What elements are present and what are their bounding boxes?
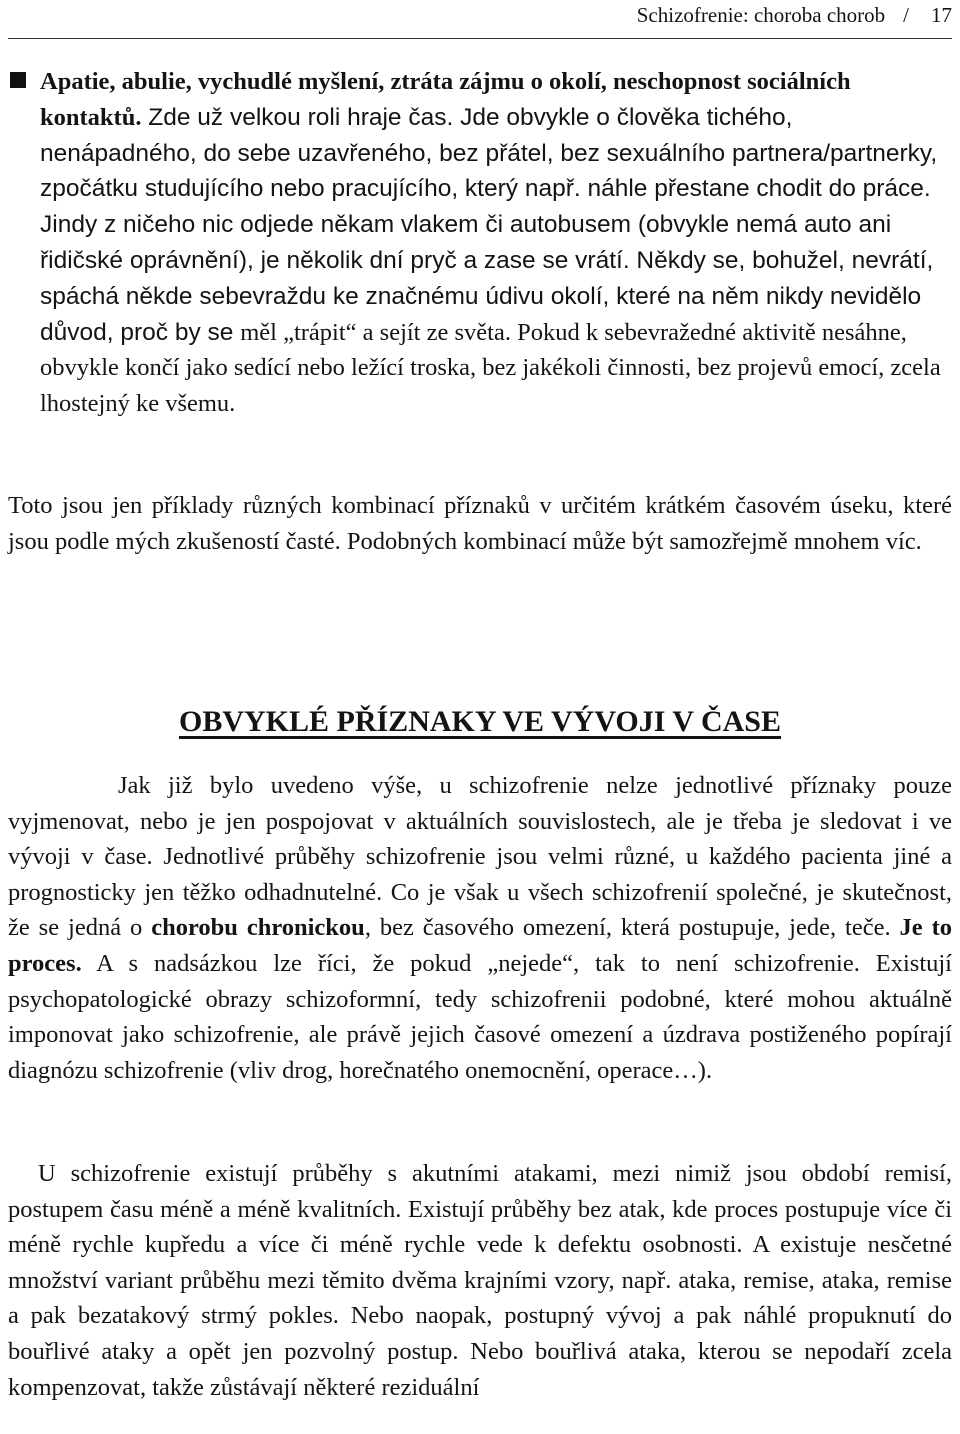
paragraph-examples: Toto jsou jen příklady různých kombinací příznaků v určitém krátkém časovém úseku, které jsou podle mých zkušeností časté. Podobných kombinací může být samozřejmě mnohem víc.: [8, 492, 952, 555]
emphasis-chronic-disease: chorobu chronickou: [151, 914, 365, 942]
paragraph-course-types: U schizofrenie existují průběhy s akutními atakami, mezi nimiž jsou období remisí, postupem času méně a méně kvalitních. Existují průběhy bez atak, kde proces postupuje více či méně rychle kupředu a více či méně rychle vede k defektu osobnosti. A existuje nesčetné množství variant průběhu mezi těmito dvěma krajními vzory, např. ataka, remise, ataka, remise a pak bezatakový strmý pokles. Nebo naopak, postupný vývoj a pak náhlé propuknutí do bouřlivé ataky a opět jen pozvolný postup. Nebo bouřlivá ataka, kterou se nepodaří zcela kompenzovat, takže zůstávají některé reziduální: [8, 1160, 952, 1401]
running-header: [637, 2, 952, 28]
bullet-body-sans: Zde už velkou roli hraje čas. Jde obvykle o člověka tichého, nenápadného, do sebe uzavřeného, bez přátel, bez sexuálního partnera/partnerky, zpočátku studujícího nebo pracujícího, který např. náhle přestane chodit do práce. Jindy z ničeho nic odjede někam vlakem či autobusem (obvykle nemá auto ani řidičské oprávnění), je několik dní pryč a zase se vrátí. Někdy se, bohužel, nevrátí, spáchá někde sebevraždu ke značnému údivu okolí, které na něm nikdy nevidělo důvod, proč by se: [40, 103, 938, 346]
paragraph-chronic: [8, 768, 952, 1088]
bullet-body-serif: měl „trápit“ a sejít ze světa. Pokud k sebevražedné aktivitě nesáhne, obvykle končí jako sedící nebo ležící troska, bez jakékoli činnosti, bez projevů emocí, zcela lhostejný ke všemu.: [40, 318, 941, 418]
section-heading: OBVYKLÉ PŘÍZNAKY VE VÝVOJI V ČASE: [178, 705, 782, 738]
square-bullet-icon: [10, 72, 26, 88]
paragraph-chronic-part1: Jak již bylo uvedeno výše, u schizofrenie nelze jednotlivé příznaky pouze vyjmenovat, nebo je jen pospojovat v aktuálních souvislostech, ale je třeba je sledovat i ve vývoji v čase. Jednotlivé průběhy schizofrenie jsou velmi různé, u každého pacienta jiné a prognosticky jen těžko odhadnutelné. Co je však u všech schizofrenií společné, je skutečnost, že se jedná o: [8, 772, 952, 942]
paragraph-chronic-part2: , bez časového omezení, která postupuje, jede, teče.: [364, 914, 891, 942]
bullet-bold-lead: Apatie, abulie, vychudlé myšlení, ztráta zájmu o okolí, neschopnost sociálních kontaktů.: [40, 68, 851, 131]
header-rule: [8, 38, 952, 39]
header-separator: /: [903, 3, 909, 27]
running-title: Schizofrenie: choroba chorob: [636, 3, 886, 27]
page-number: 17: [931, 3, 952, 27]
bullet-item-text: [40, 64, 952, 422]
paragraph-chronic-part3: A s nadsázkou lze říci, že pokud „nejede“, tak to není schizofrenie. Existují psychopatologické obrazy schizoformní, tedy schizofrenii podobné, které mohou aktuálně imponovat jako schizofrenie, ale právě jejich časové omezení a úzdrava postiženého popírají diagnózu schizofrenie (vliv drog, horečnatého onemocnění, operace…).: [8, 949, 952, 1084]
emphasis-process: Je to proces.: [8, 914, 952, 977]
